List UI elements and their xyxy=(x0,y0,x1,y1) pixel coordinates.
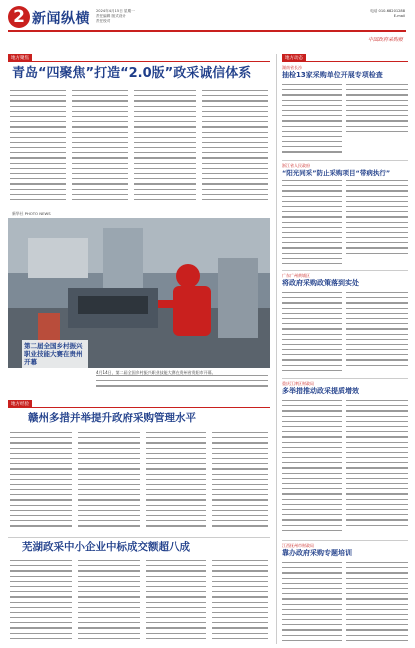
sidebar-item1-source: 湖南省长沙 xyxy=(282,65,302,70)
main-body-col-1 xyxy=(10,90,66,208)
second-headline: 赣州多措并举提升政府采购管理水平 xyxy=(28,412,196,424)
photo-caption-title: 第二届全国乡村振兴职业技能大赛在贵州开幕 xyxy=(22,340,88,368)
third-headline: 芜湖政采中小企业中标成交额超八成 xyxy=(22,541,190,553)
main-body-col-4 xyxy=(202,90,268,208)
third-body-col-2 xyxy=(78,560,140,644)
sidebar-item1-body-a xyxy=(282,84,342,156)
main-section-tag: 地方聚焦 xyxy=(8,54,32,62)
photo-credit: 新华社 PHOTO NEWS xyxy=(12,211,51,216)
sidebar-item2-source: 浙江省人民政府 xyxy=(282,163,310,168)
main-body-col-2 xyxy=(72,90,128,208)
sidebar-divider xyxy=(276,54,277,644)
sidebar-item3-body-a xyxy=(282,292,342,374)
second-body-col-2 xyxy=(78,432,140,532)
logo-title: 新闻纵横 xyxy=(32,11,90,27)
third-body-col-1 xyxy=(10,560,72,644)
main-headline: 青岛“四聚焦”打造“2.0版”政采诚信体系 xyxy=(12,66,252,81)
sidebar-item2-title: “阳光同采”防止采购项目“带病执行” xyxy=(282,169,391,177)
sidebar-item3-source: 广东广州黄埔区 xyxy=(282,273,310,278)
sidebar-rule-4 xyxy=(282,378,408,379)
meta-date: 2024年4月15日 星期一 xyxy=(96,9,135,13)
sidebar-section-tag: 地方动态 xyxy=(282,54,306,62)
meta-editor: 责任编辑 版式设计 xyxy=(96,14,126,18)
sidebar-item4-title: 多举措推动政采提质增效 xyxy=(282,387,359,395)
second-body-col-4 xyxy=(212,432,268,532)
sidebar-item3-title: 将政府采购政策落到实处 xyxy=(282,279,359,287)
masthead xyxy=(0,0,415,52)
sidebar-item5-body-b xyxy=(346,562,408,644)
sidebar-section-rule xyxy=(282,61,408,62)
sidebar-item4-source: 重庆江津区财政局 xyxy=(282,381,314,386)
sidebar-item5-source: 江西抚州市财政局 xyxy=(282,543,314,548)
second-body-col-3 xyxy=(146,432,206,532)
second-body-col-1 xyxy=(10,432,72,532)
sidebar-item2-body-a xyxy=(282,180,342,266)
third-body-col-4 xyxy=(212,560,268,644)
brand-tagline: 中国政府采购报 xyxy=(367,37,403,43)
masthead-meta xyxy=(96,9,135,24)
sidebar-item5-title: 靠办政府采购专题培训 xyxy=(282,549,352,557)
logo-badge: 2 xyxy=(8,6,30,28)
sidebar-item1-body-b xyxy=(346,84,408,156)
third-body-col-3 xyxy=(146,560,206,644)
photo-caption-text: 4月14日，第二届全国乡村振兴职业技能大赛在贵州省贵阳市开幕。 xyxy=(96,370,216,375)
contact-email: E-mail xyxy=(393,14,405,18)
third-divider xyxy=(8,537,270,538)
second-section-tag: 地方经验 xyxy=(8,400,32,408)
contact-phone: 电话 010-68201288 xyxy=(370,9,405,13)
sidebar-rule-3 xyxy=(282,270,408,271)
second-section-rule xyxy=(8,407,270,408)
masthead-rule xyxy=(8,30,406,32)
sidebar-rule-5 xyxy=(282,540,408,541)
sidebar-item1-title: 抽检13家采购单位开展专项检查 xyxy=(282,71,383,79)
sidebar-item3-body-b xyxy=(346,292,408,374)
sidebar-item4-body-a xyxy=(282,400,342,536)
sidebar-rule-2 xyxy=(282,160,408,161)
sidebar-item4-body-b xyxy=(346,400,408,536)
photo-caption-body xyxy=(96,370,268,394)
sidebar-item2-body-b xyxy=(346,180,408,266)
main-section-rule xyxy=(8,61,270,62)
sidebar-item5-body-a xyxy=(282,562,342,644)
meta-proof: 责任校对 xyxy=(96,19,111,23)
masthead-contact xyxy=(370,9,405,18)
main-body-col-3 xyxy=(134,90,196,208)
